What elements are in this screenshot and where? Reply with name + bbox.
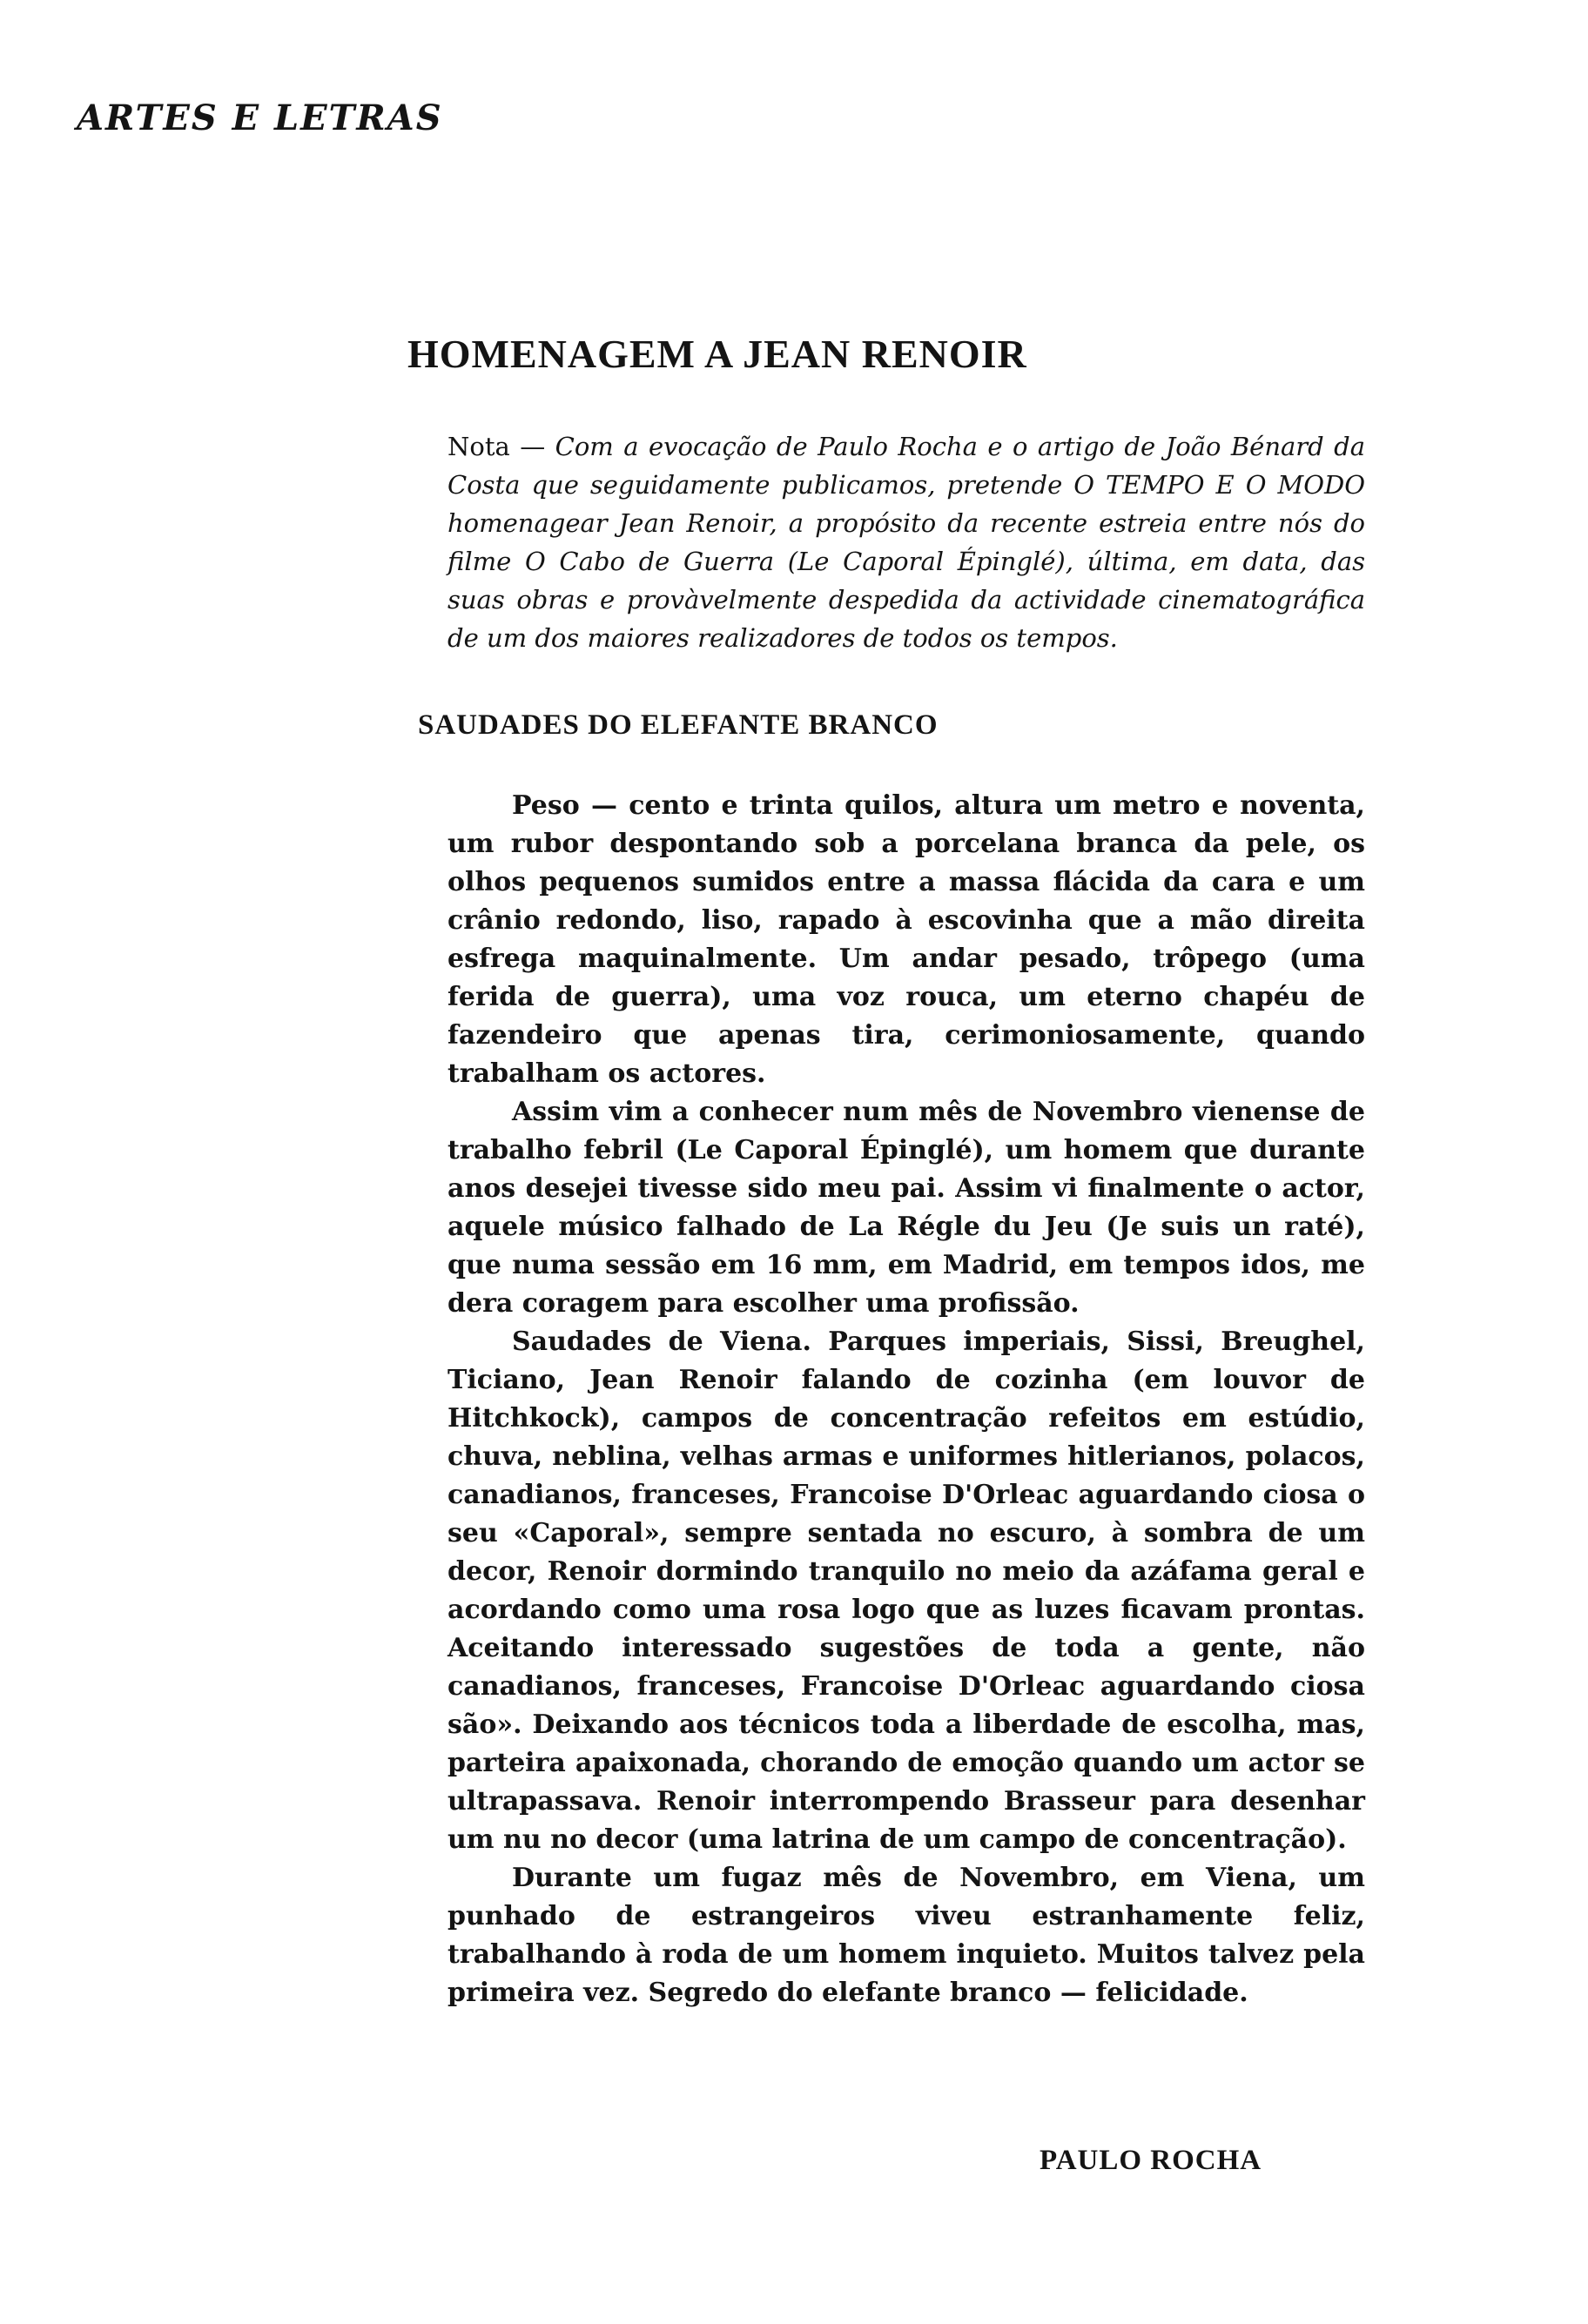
- article-column: [407, 331, 1365, 2012]
- paragraph: Assim vim a conhecer num mês de Novembro vienense de trabalho febril (Le Caporal Épinglé), um homem que durante anos desejei tivesse sido meu pai. Assim vi finalmente o actor, aquele músico falhado de La Régle du Jeu (Je suis un raté), que numa sessão em 16 mm, em Madrid, em tempos idos, me dera coragem para escolher uma profissão.: [447, 1097, 1365, 1319]
- paragraph: Durante um fugaz mês de Novembro, em Viena, um punhado de estrangeiros viveu estranhamente feliz, trabalhando à roda de um homem inquieto. Muitos talvez pela primeira vez. Segredo do elefante branco — felicidade.: [447, 1863, 1365, 2008]
- article-title: HOMENAGEM A JEAN RENOIR: [407, 332, 1027, 376]
- section-body: [447, 787, 1365, 2012]
- paragraph: Saudades de Viena. Parques imperiais, Sissi, Breughel, Ticiano, Jean Renoir falando de cozinha (em louvor de Hitchkock), campos de concentração refeitos em estúdio, chuva, neblina, velhas armas e uniformes hitlerianos, polacos, canadianos, franceses, Francoise D'Orleac aguardando ciosa o seu «Caporal», sempre sentada no escuro, à sombra de um decor, Renoir dormindo tranquilo no meio da azáfama geral e acordando como uma rosa logo que as luzes ficavam prontas. Aceitando interessado sugestões de toda a gente, não canadianos, franceses, Francoise D'Orleac aguardando ciosa são». Deixando aos técnicos toda a liberdade de escolha, mas, parteira apaixonada, chorando de emoção quando um actor se ultrapassava. Renoir interrompendo Brasseur para desenhar um nu no decor (uma latrina de um campo de concentração).: [447, 1327, 1365, 1855]
- author-signature: PAULO ROCHA: [1040, 2145, 1262, 2176]
- note-body: Com a evocação de Paulo Rocha e o artigo de João Bénard da Costa que seguidamente publicamos, pretende O TEMPO E O MODO homenagear Jean Renoir, a propósito da recente estreia entre nós do filme O Cabo de Guerra (Le Caporal Épinglé), última, em data, das suas obras e provàvelmente despedida da actividade cinematográfica de um dos maiores realizadores de todos os tempos.: [447, 432, 1365, 653]
- paragraph: Peso — cento e trinta quilos, altura um metro e noventa, um rubor despontando sob a porcelana branca da pele, os olhos pequenos sumidos entre a massa flácida da cara e um crânio redondo, liso, rapado à escovinha que a mão direita esfrega maquinalmente. Um andar pesado, trôpego (uma ferida de guerra), uma voz rouca, um eterno chapéu de fazendeiro que apenas tira, cerimoniosamente, quando trabalham os actores.: [447, 790, 1365, 1089]
- section-title: SAUDADES DO ELEFANTE BRANCO: [418, 709, 939, 741]
- note-label: Nota: [447, 432, 510, 461]
- editorial-note: Nota — Com a evocação de Paulo Rocha e o artigo de João Bénard da Costa que seguidamente publicamos, pretende O TEMPO E O MODO homenagear Jean Renoir, a propósito da recente estreia entre nós do filme O Cabo de Guerra (Le Caporal Épinglé), última, em data, das suas obras e provàvelmente despedida da actividade cinematográfica de um dos maiores realizadores de todos os tempos.: [447, 432, 1365, 653]
- running-head: ARTES E LETRAS: [77, 97, 443, 138]
